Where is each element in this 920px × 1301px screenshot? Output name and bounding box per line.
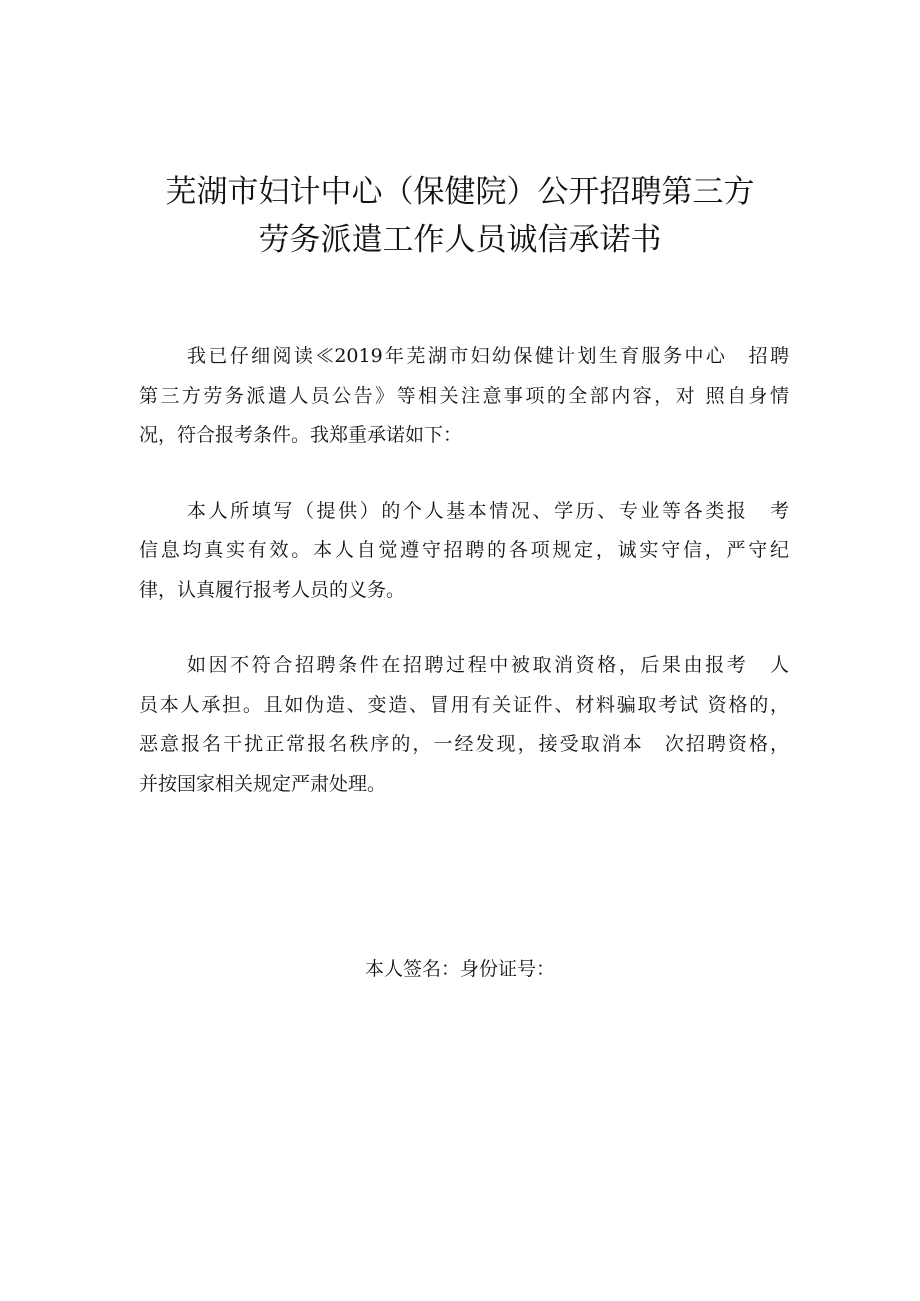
paragraph-3 [139,646,789,804]
paragraph-line: 并按国家相关规定严肃处理。 [139,772,387,795]
paragraph-line: 况，符合报考条件。我郑重承诺如下： [139,424,463,446]
paragraph-2 [139,492,789,611]
paragraph-line: 本人所填写（提供）的个人基本情况、学历、专业等各类报 考 [187,499,789,522]
paragraph-line: 律，认真履行报考人员的义务。 [139,578,406,601]
paragraph-line: 第三方劳务派遣人员公告》等相关注意事项的全部内容，对 照自身情 [139,384,789,407]
paragraph-line: 恶意报名干扰正常报名秩序的，一经发现，接受取消本 次招聘资格， [139,733,789,755]
title-line-1: 芜湖市妇计中心（保健院）公开招聘第三方 [165,174,755,210]
signature-line: 本人签名：身份证号： [364,958,555,980]
paragraph-line: 如因不符合招聘条件在招聘过程中被取消资格，后果由报考 人 [187,654,789,676]
paragraph-line: 我已仔细阅读≪2019年芜湖市妇幼保健计划生育服务中心 招聘 [187,345,789,367]
title-line-2: 劳务派遣工作人员诚信承诺书 [258,222,662,258]
paragraph-line: 员本人承担。且如伪造、变造、冒用有关证件、材料骗取考试 资格的， [139,693,789,716]
paragraph-line: 信息均真实有效。本人自觉遵守招聘的各项规定，诚实守信，严守纪 [139,539,789,561]
document-title [0,168,920,264]
paragraph-1 [139,337,789,456]
document-body [139,337,789,840]
